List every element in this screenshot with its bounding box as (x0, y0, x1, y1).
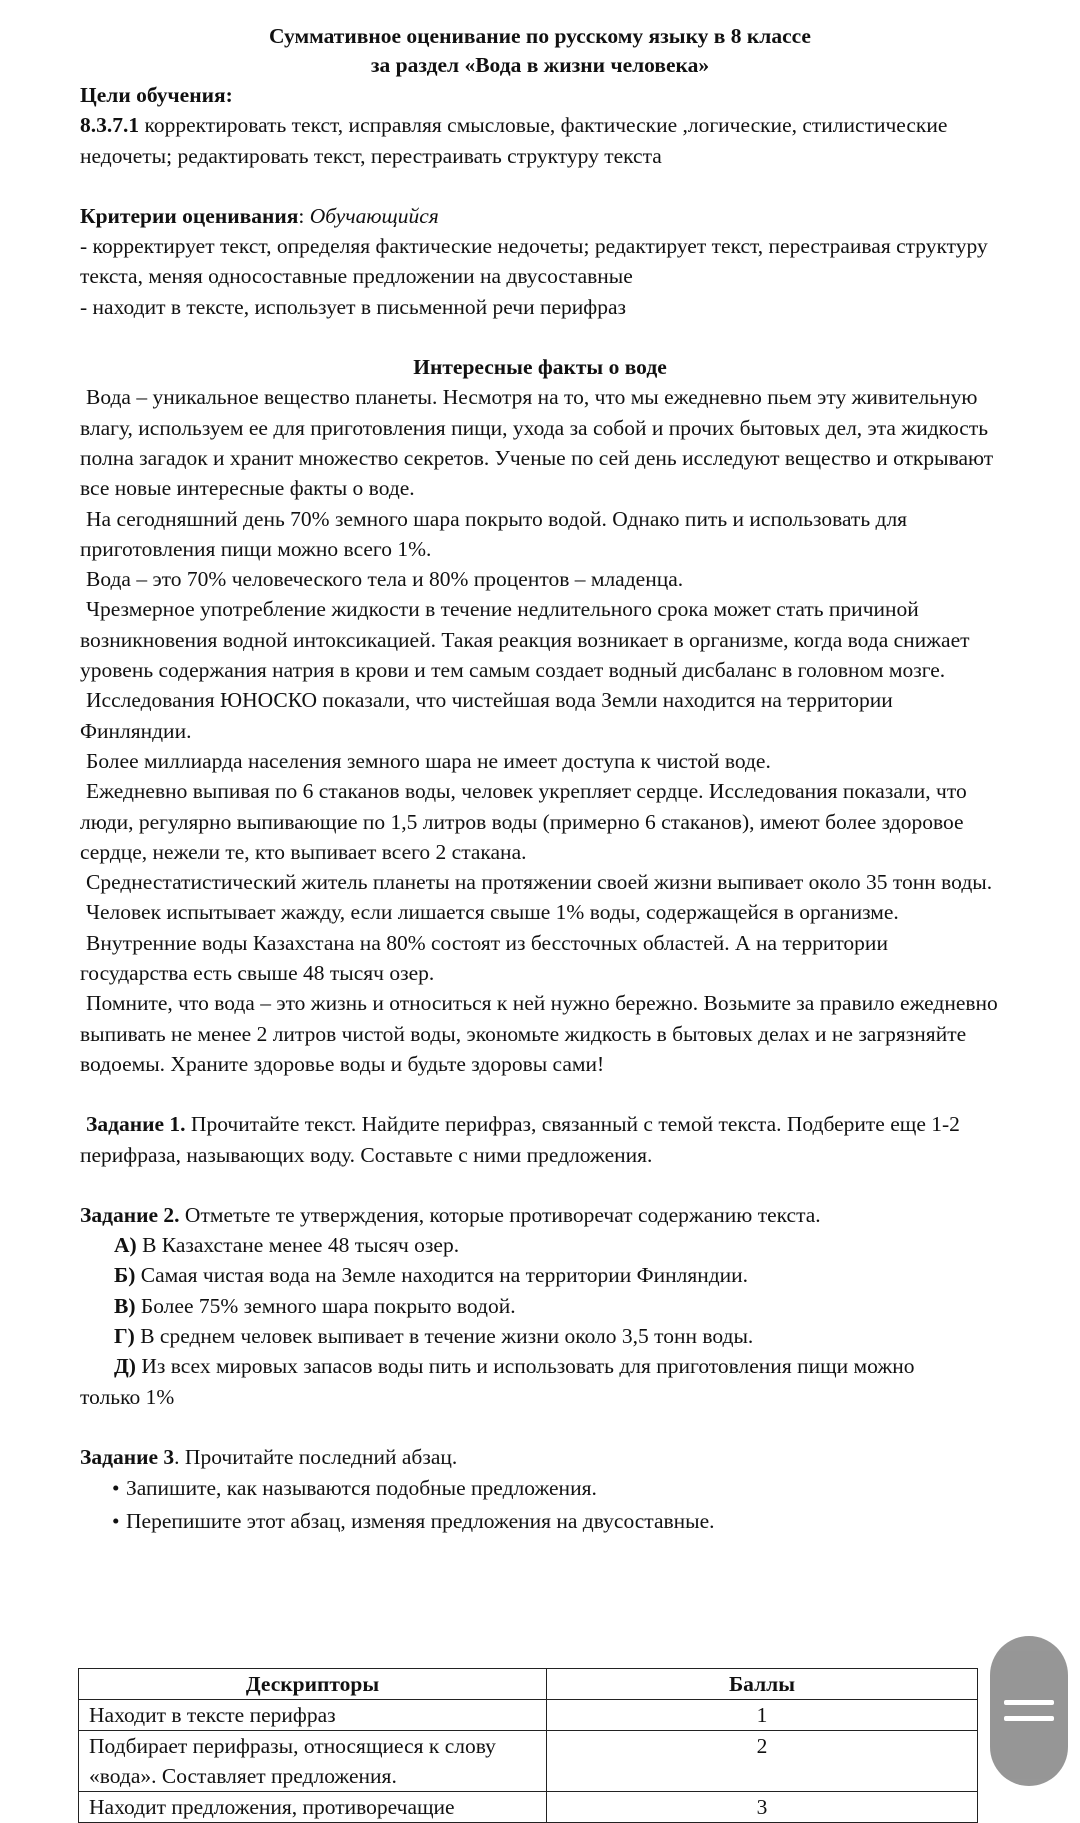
goals-text: 8.3.7.1 корректировать текст, исправляя смысловые, фактические ,логические, стилистические недочеты; редактировать текст, перестраивать структуру текста (80, 113, 948, 168)
article-paragraph: Чрезмерное употребление жидкости в течение недлительного срока может стать причиной возникновения водной интоксикацией. Такая реакция возникает в организме, когда вода снижает уровень содержания натрия в крови и тем самым создает водный дисбаланс в головном мозге. (80, 597, 970, 683)
article-paragraph: На сегодняшний день 70% земного шара покрыто водой. Однако пить и использовать для приготовления пищи можно всего 1%. (80, 506, 908, 561)
article-paragraph: Помните, что вода – это жизнь и относиться к ней нужно бережно. Возьмите за правило ежедневно выпивать не менее 2 литров чистой воды, экономьте жидкость в бытовых делах и не загрязняйте водоемы. Храните здоровье воды и будьте здоровы сами! (80, 991, 998, 1076)
criteria-heading: Критерии оценивания: Обучающийся (80, 203, 439, 228)
points-cell: 2 (547, 1731, 978, 1792)
task2-option: В) Более 75% земного шара покрыто водой. (114, 1293, 516, 1318)
task-2: Задание 2. Отметьте те утверждения, которые противоречат содержанию текста. А) В Казахстане менее 48 тысяч озер. Б) Самая чистая вода на Земле находится на территории Финляндии. В) Более 75% земного шара покрыто водой. Г) В среднем человек выпивает в течение жизни около 3,5 тонн воды. Д) Из всех мировых запасов воды пить и использовать для приготовления пищи можно только 1% (80, 1200, 1000, 1412)
scroll-handle-button[interactable] (990, 1636, 1068, 1786)
article-paragraph: Человек испытывает жажду, если лишается свыше 1% воды, содержащейся в организме. (86, 900, 899, 925)
table-row (79, 1700, 978, 1731)
table-header-row (79, 1669, 978, 1700)
article-paragraph: Ежедневно выпивая по 6 стаканов воды, человек укрепляет сердце. Исследования показали, что люди, регулярно выпивающие по 1,5 литров воды (примерно 6 стаканов), имеют более здоровое сердце, нежели те, кто выпивает всего 2 стакана. (80, 779, 967, 864)
column-header-descriptors: Дескрипторы (79, 1669, 547, 1700)
task3-bullet: • Запишите, как называются подобные предложения. (80, 1472, 1000, 1505)
double-bar-icon (1004, 1700, 1054, 1705)
descriptor-cell: Подбирает перифразы, относящиеся к слову «вода». Составляет предложения. (79, 1731, 547, 1792)
table-row (79, 1731, 978, 1792)
page-title: Суммативное оценивание по русскому языку в 8 классе за раздел «Вода в жизни человека» (269, 24, 811, 77)
goals-section (80, 80, 1000, 171)
task3-bullet: • Перепишите этот абзац, изменяя предложения на двусоставные. (80, 1505, 1000, 1538)
task-1: Задание 1. Прочитайте текст. Найдите перифраз, связанный с темой текста. Подберите еще 1-2 перифраза, называющих воду. Составьте с ними предложения. (80, 1112, 960, 1167)
criteria-section (80, 201, 1000, 322)
column-header-points: Баллы (547, 1669, 978, 1700)
bullet-icon: • (112, 1509, 120, 1534)
article-title: Интересные факты о воде (413, 355, 667, 380)
article-paragraph: Более миллиарда населения земного шара не имеет доступа к чистой воде. (86, 748, 771, 773)
article-paragraph: Исследования ЮНОСКО показали, что чистейшая вода Земли находится на территории Финляндии. (80, 688, 893, 743)
article-paragraph: Среднестатистический житель планеты на протяжении своей жизни выпивает около 35 тонн воды. (86, 870, 993, 895)
table-row (79, 1792, 978, 1823)
points-cell: 1 (547, 1700, 978, 1731)
descriptors-table (78, 1668, 978, 1823)
task2-option: Д) Из всех мировых запасов воды пить и использовать для приготовления пищи можно (114, 1354, 915, 1379)
criteria-item: - корректирует текст, определяя фактические недочеты; редактирует текст, перестраивая структуру текста, меняя односоставные предложении на двусоставные (80, 234, 988, 289)
descriptor-cell: Находит предложения, противоречащие (79, 1792, 547, 1823)
task2-option-continuation: только 1% (80, 1384, 175, 1409)
task2-option: А) В Казахстане менее 48 тысяч озер. (114, 1233, 460, 1258)
criteria-item: - находит в тексте, использует в письменной речи перифраз (80, 294, 626, 319)
article-paragraph: Вода – уникальное вещество планеты. Несмотря на то, что мы ежедневно пьем эту живительную влагу, используем ее для приготовления пищи, ухода за собой и прочих бытовых дел, эта жидкость полна загадок и хранит множество секретов. Ученые по сей день исследуют вещество и открывают все новые интересные факты о воде. (80, 385, 994, 501)
points-cell: 3 (547, 1792, 978, 1823)
article-paragraph: Вода – это 70% человеческого тела и 80% процентов – младенца. (86, 567, 684, 592)
document-page (80, 22, 1000, 1538)
double-bar-icon (1004, 1716, 1054, 1721)
article-paragraph: Внутренние воды Казахстана на 80% состоят из бессточных областей. А на территории государства есть свыше 48 тысяч озер. (80, 930, 888, 986)
bullet-icon: • (112, 1476, 120, 1501)
article (80, 352, 1000, 1079)
descriptor-cell: Находит в тексте перифраз (79, 1700, 547, 1731)
task2-option: Б) Самая чистая вода на Земле находится на территории Финляндии. (114, 1263, 749, 1288)
task-3: Задание 3. Прочитайте последний абзац. • Запишите, как называются подобные предложения. • Перепишите этот абзац, изменяя предложения на двусоставные. (80, 1442, 1000, 1538)
goals-heading: Цели обучения: (80, 83, 233, 107)
task2-option: Г) В среднем человек выпивает в течение жизни около 3,5 тонн воды. (114, 1323, 754, 1348)
